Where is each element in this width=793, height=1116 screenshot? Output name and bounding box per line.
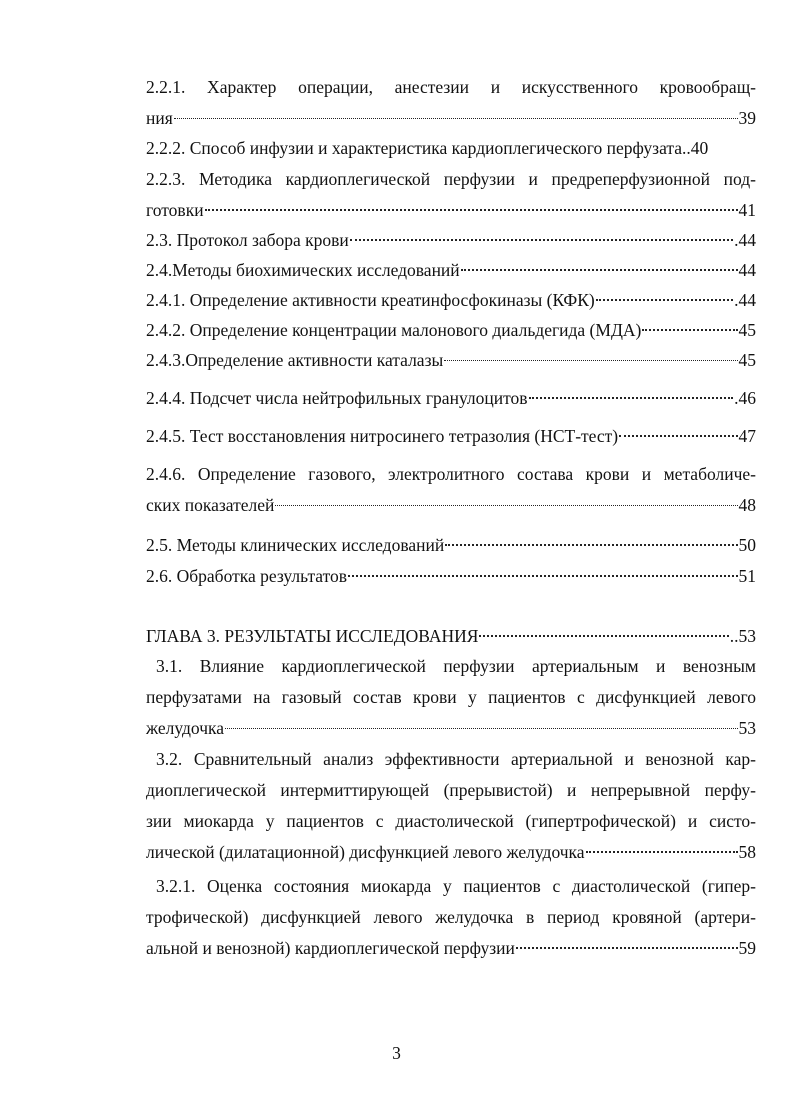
toc-entry-2-4-1[interactable] xyxy=(146,285,756,316)
toc-entry-line: 3.2.1. Оценка состояния миокарда у пациентов с диастолической (гипер- xyxy=(156,876,756,896)
toc-entry-2-6[interactable] xyxy=(146,561,756,592)
toc-entry-3-1[interactable] xyxy=(146,651,756,744)
toc-entry-2-2-3[interactable] xyxy=(146,164,756,226)
toc-leader-line xyxy=(146,530,756,561)
toc-page-ref: ..53 xyxy=(729,626,756,646)
toc-leader-line xyxy=(146,255,756,286)
toc-page-ref: .46 xyxy=(734,388,756,408)
toc-entry-2-4-2[interactable] xyxy=(146,315,756,346)
toc-entry-line: трофической) дисфункцией левого желудочка в период кровяной (артери- xyxy=(146,907,756,927)
toc-entry-text: готовки xyxy=(146,200,204,220)
toc-entry-line: диоплегической интермиттирующей (прерывистой) и непрерывной перфу- xyxy=(146,780,756,800)
toc-entry-text: 2.5. Методы клинических исследований xyxy=(146,535,445,555)
toc-page-ref: .44 xyxy=(734,290,756,310)
dot-leader xyxy=(596,299,733,301)
toc-page-ref: 44 xyxy=(738,260,756,280)
toc-entry-text: 2.6. Обработка результатов xyxy=(146,566,348,586)
toc-chapter-title: ГЛАВА 3. РЕЗУЛЬТАТЫ ИССЛЕДОВАНИЯ xyxy=(146,626,479,646)
toc-page-ref: 53 xyxy=(738,718,756,738)
toc-entry-2-4-3[interactable] xyxy=(146,345,756,376)
toc-entry-text: лической (дилатационной) дисфункцией левого желудочка xyxy=(146,842,585,862)
toc-entry-text: ния xyxy=(146,108,173,128)
toc-leader-line xyxy=(146,421,756,452)
toc-entry-line: зии миокарда у пациентов с диастолической (гипертрофической) и систо- xyxy=(146,811,756,831)
toc-page-ref: 58 xyxy=(738,842,756,862)
dot-leader xyxy=(275,505,737,506)
dot-leader xyxy=(205,209,738,211)
toc-entry-3-2-1[interactable] xyxy=(146,871,756,964)
toc-page-ref: 59 xyxy=(738,938,756,958)
dot-leader xyxy=(619,435,737,437)
toc-entry-text: альной и венозной) кардиоплегической перфузии xyxy=(146,938,515,958)
toc-leader-line xyxy=(146,225,756,256)
toc-page-ref: 45 xyxy=(738,350,756,370)
toc-leader-line xyxy=(146,315,756,346)
toc-entry-text: 2.4.1. Определение активности креатинфосфокиназы (КФК) xyxy=(146,290,595,310)
toc-entry-line: перфузатами на газовый состав крови у пациентов с дисфункцией левого xyxy=(146,687,756,707)
dot-leader xyxy=(445,544,737,546)
toc-entry-2-3[interactable] xyxy=(146,225,756,256)
toc-entry-2-4-4[interactable] xyxy=(146,383,756,414)
toc-leader-line xyxy=(146,713,756,744)
dot-leader xyxy=(174,118,738,119)
toc-page-ref: 45 xyxy=(738,320,756,340)
dot-leader xyxy=(516,947,738,949)
toc-entry-2-2-1[interactable] xyxy=(146,72,756,134)
toc-leader-line xyxy=(146,195,756,226)
toc-page-ref: 41 xyxy=(738,200,756,220)
dot-leader xyxy=(225,728,737,729)
toc-page-ref: 48 xyxy=(738,495,756,515)
toc-entry-text: 2.3. Протокол забора крови xyxy=(146,230,349,250)
toc-entry-text: желудочка xyxy=(146,718,225,738)
toc-page-ref: 39 xyxy=(738,108,756,128)
toc-page-ref: 47 xyxy=(738,426,756,446)
toc-entry-line: 2.4.6. Определение газового, электролитного состава крови и метаболиче- xyxy=(146,464,756,484)
toc-chapter-3[interactable] xyxy=(146,621,756,652)
toc-entry-line: 2.2.3. Методика кардиоплегической перфузии и предреперфузионной под- xyxy=(146,169,756,189)
toc-entry-2-5[interactable] xyxy=(146,530,756,561)
toc-page-ref: ..40 xyxy=(682,138,709,158)
toc-leader-line xyxy=(146,621,756,652)
toc-entry-line: 3.1. Влияние кардиоплегической перфузии артериальным и венозным xyxy=(156,656,756,676)
toc-leader-line xyxy=(146,133,756,164)
toc-entry-text: 2.4.5. Тест восстановления нитросинего тетразолия (НСТ-тест) xyxy=(146,426,619,446)
toc-entry-text: ских показателей xyxy=(146,495,275,515)
dot-leader xyxy=(348,575,737,577)
toc-page-ref: .44 xyxy=(734,230,756,250)
toc-entry-2-4-6[interactable] xyxy=(146,459,756,521)
toc-leader-line xyxy=(146,345,756,376)
toc-leader-line xyxy=(146,837,756,868)
dot-leader xyxy=(586,851,738,853)
toc-entry-text: 2.4.Методы биохимических исследований xyxy=(146,260,460,280)
toc-entry-2-4[interactable] xyxy=(146,255,756,286)
toc-page-ref: 50 xyxy=(738,535,756,555)
toc-entry-text: 2.2.2. Способ инфузии и характеристика кардиоплегического перфузата xyxy=(146,138,683,158)
toc-page-ref: 51 xyxy=(738,566,756,586)
toc-leader-line xyxy=(146,561,756,592)
toc-leader-line xyxy=(146,490,756,521)
page-number: 3 xyxy=(392,1043,401,1063)
toc-entry-text: 2.4.4. Подсчет числа нейтрофильных гранулоцитов xyxy=(146,388,528,408)
toc-leader-line xyxy=(146,103,756,134)
toc-leader-line xyxy=(146,285,756,316)
toc-leader-line xyxy=(146,933,756,964)
toc-entry-line: 2.2.1. Характер операции, анестезии и искусственного кровообращ- xyxy=(146,77,756,97)
toc-entry-3-2[interactable] xyxy=(146,744,756,868)
dot-leader xyxy=(350,239,733,241)
dot-leader xyxy=(479,635,728,637)
toc-entry-2-2-2[interactable] xyxy=(146,133,756,164)
dot-leader xyxy=(461,269,738,271)
dot-leader xyxy=(444,360,737,361)
toc-entry-2-4-5[interactable] xyxy=(146,421,756,452)
toc-entry-text: 2.4.3.Определение активности каталазы xyxy=(146,350,444,370)
toc-leader-line xyxy=(146,383,756,414)
toc-entry-text: 2.4.2. Определение концентрации малонового диальдегида (МДА) xyxy=(146,320,642,340)
dot-leader xyxy=(642,329,737,331)
dot-leader xyxy=(529,397,734,399)
toc-entry-line: 3.2. Сравнительный анализ эффективности артериальной и венозной кар- xyxy=(156,749,756,769)
